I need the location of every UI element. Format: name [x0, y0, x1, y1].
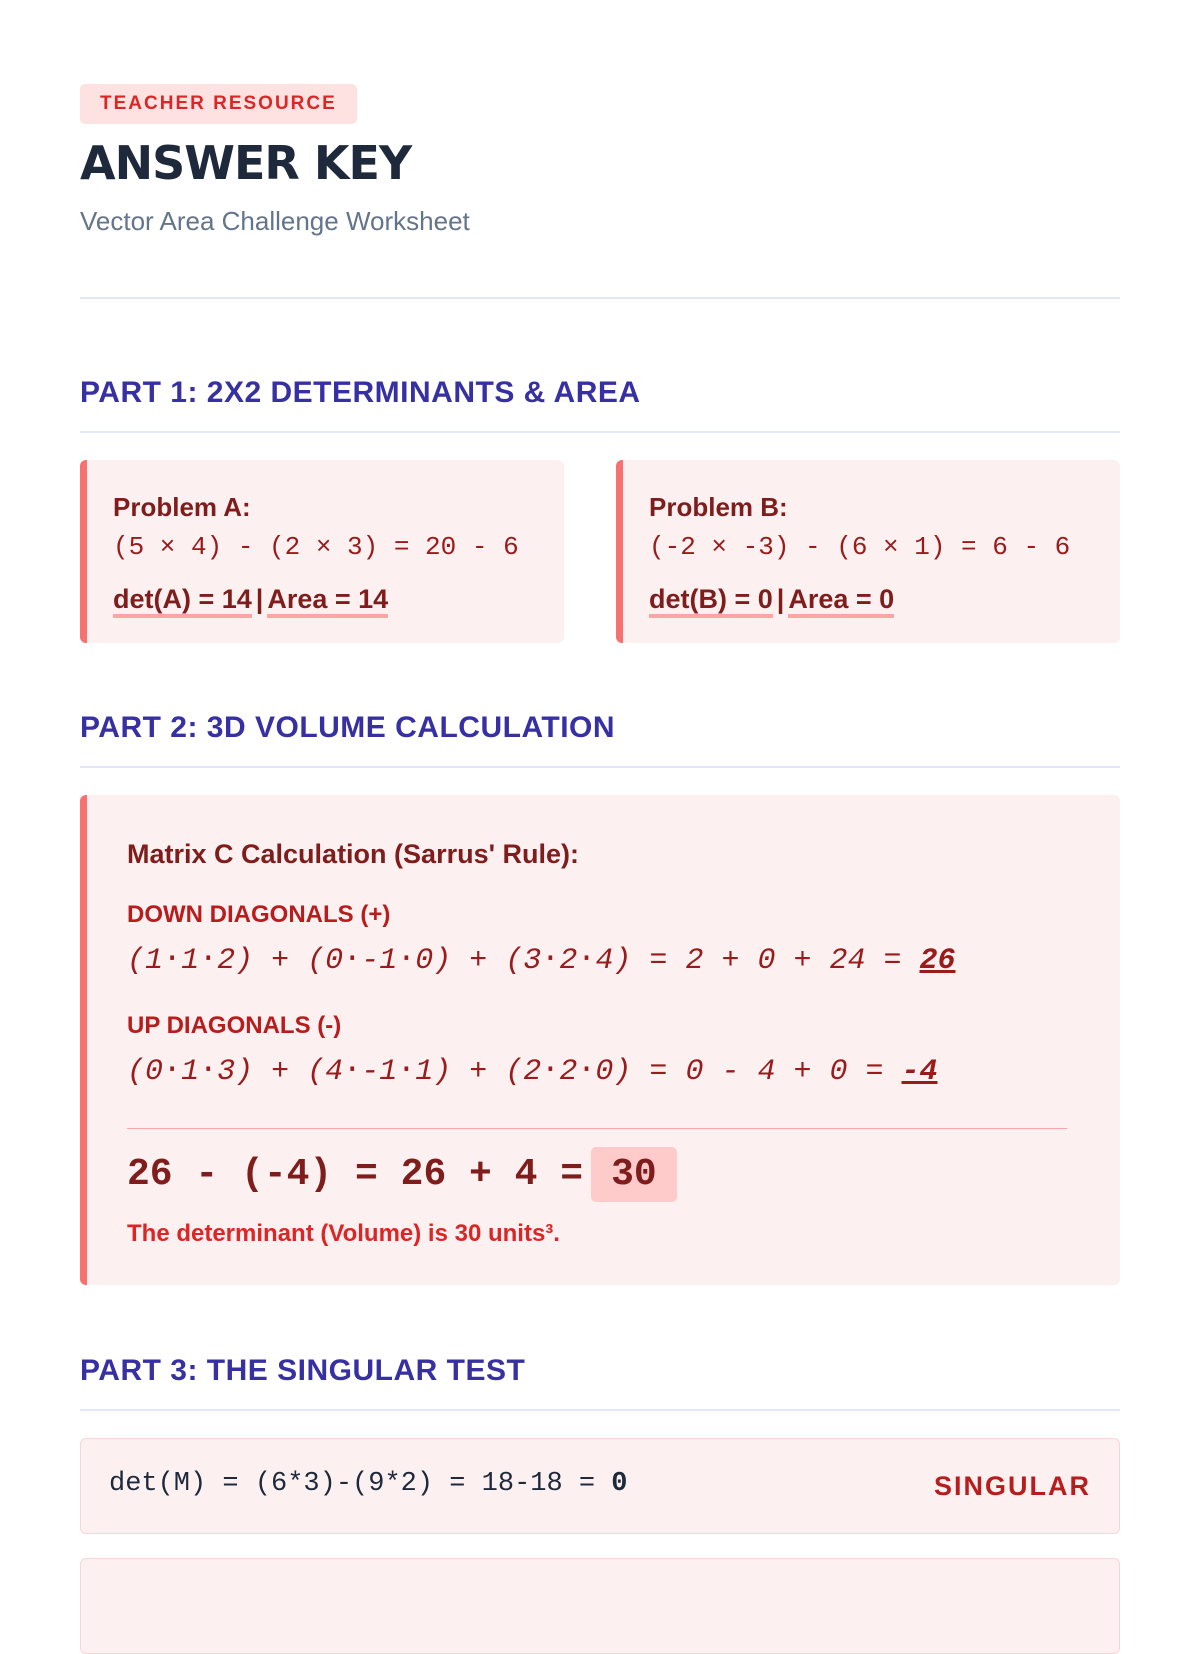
- matrix-c-heading: Matrix C Calculation (Sarrus' Rule):: [127, 839, 579, 869]
- next-test-row: [80, 1558, 1120, 1654]
- down-diagonals-total: 26: [919, 944, 956, 978]
- down-diagonals-equation: [127, 941, 956, 978]
- problem-a-det: det(A) = 14: [113, 584, 252, 618]
- problem-b-label: Problem B:: [649, 492, 788, 522]
- problem-b-area: Area = 0: [788, 584, 894, 618]
- problem-a-label: Problem A:: [113, 492, 251, 522]
- part1-divider: [80, 431, 1120, 433]
- part2-divider: [80, 766, 1120, 768]
- problem-a-separator: |: [255, 584, 264, 614]
- part3-title: PART 3: THE SINGULAR TEST: [80, 1354, 526, 1387]
- down-diagonals-terms: (1⋅1⋅2) + (0⋅-1⋅0) + (3⋅2⋅4) = 2 + 0 + 24 =: [127, 944, 920, 978]
- volume-conclusion: The determinant (Volume) is 30 units³.: [127, 1220, 560, 1247]
- problem-b-equation: (-2 × -3) - (6 × 1) = 6 - 6: [649, 532, 1071, 562]
- singular-test-terms: det(M) = (6*3)-(9*2) = 18-18 =: [109, 1469, 612, 1499]
- problem-b-det: det(B) = 0: [649, 584, 773, 618]
- problem-a-result: [113, 584, 388, 615]
- up-diagonals-terms: (0⋅1⋅3) + (4⋅-1⋅1) + (2⋅2⋅0) = 0 - 4 + 0 =: [127, 1055, 902, 1089]
- up-diagonals-equation: [127, 1052, 938, 1089]
- singular-status-label: SINGULAR: [934, 1471, 1091, 1501]
- singular-test-result: 0: [611, 1469, 628, 1499]
- problem-a-card: [80, 460, 564, 643]
- up-diagonals-label: UP DIAGONALS (-): [127, 1012, 342, 1039]
- problem-a-equation: (5 × 4) - (2 × 3) = 20 - 6: [113, 532, 519, 562]
- problem-b-result: [649, 584, 894, 615]
- problem-a-area: Area = 14: [267, 584, 388, 618]
- singular-test-row: [80, 1438, 1120, 1534]
- down-diagonals-label: DOWN DIAGONALS (+): [127, 901, 391, 928]
- page-title: ANSWER KEY: [80, 136, 412, 190]
- calculation-divider: [127, 1128, 1067, 1129]
- teacher-resource-badge: TEACHER RESOURCE: [80, 84, 357, 124]
- final-result: 30: [591, 1147, 677, 1202]
- part1-title: PART 1: 2X2 DETERMINANTS & AREA: [80, 376, 641, 409]
- page-subtitle: Vector Area Challenge Worksheet: [80, 206, 470, 236]
- up-diagonals-total: -4: [901, 1055, 938, 1089]
- part3-divider: [80, 1409, 1120, 1411]
- final-equation-terms: 26 - (-4) = 26 + 4 =: [127, 1153, 584, 1196]
- final-equation: [127, 1147, 677, 1202]
- header-divider: [80, 297, 1120, 299]
- part2-title: PART 2: 3D VOLUME CALCULATION: [80, 711, 616, 744]
- singular-test-equation: [109, 1469, 628, 1499]
- problem-b-card: [616, 460, 1120, 643]
- matrix-c-card: [80, 795, 1120, 1285]
- problem-b-separator: |: [776, 584, 785, 614]
